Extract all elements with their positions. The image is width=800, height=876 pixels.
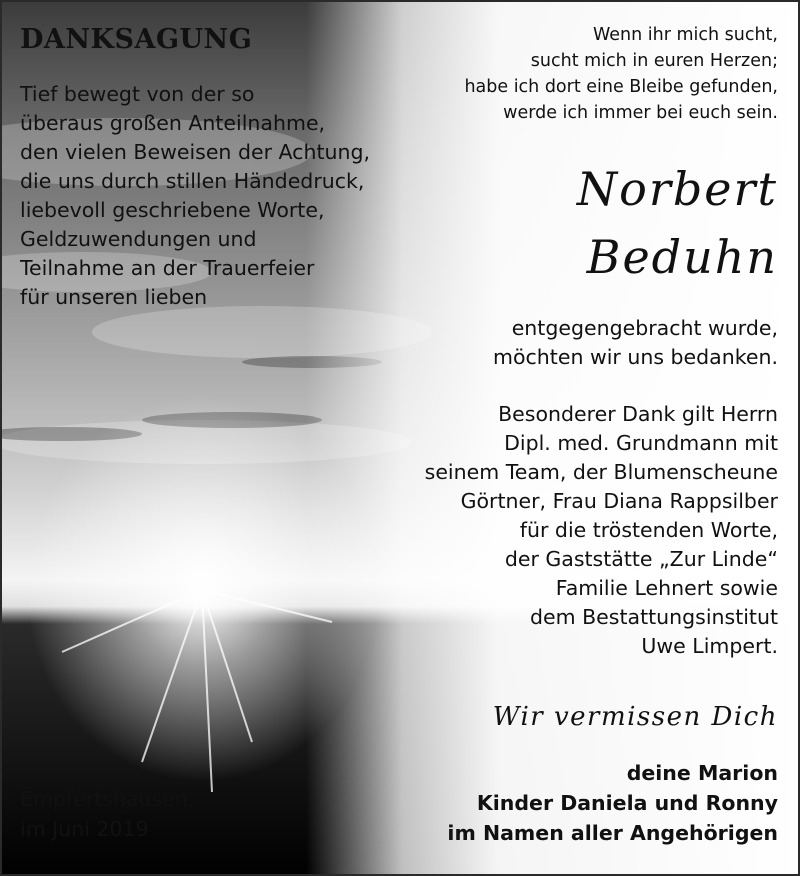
poem-verse [464, 22, 778, 126]
poem-line: habe ich dort eine Bleibe gefunden, [464, 77, 778, 97]
special-thanks-line: der Gaststätte „Zur Linde“ [504, 547, 778, 571]
intro-line: liebevoll geschriebene Worte, [20, 198, 325, 222]
intro-line: den vielen Beweisen der Achtung, [20, 140, 370, 164]
special-thanks-line: seinem Team, der Blumenscheune [424, 460, 778, 484]
special-thanks-line: dem Bestattungsinstitut [530, 605, 778, 629]
deceased-last-name: Beduhn [586, 230, 778, 284]
intro-line: Tief bewegt von der so [20, 82, 255, 106]
signature-line: im Namen aller Angehörigen [447, 821, 778, 845]
page-title: DANKSAGUNG [20, 24, 253, 55]
special-thanks-line: Familie Lehnert sowie [555, 576, 778, 600]
place-date [20, 784, 194, 844]
thanks-line: möchten wir uns bedanken. [493, 345, 778, 369]
intro-line: Teilnahme an der Trauerfeier [20, 256, 315, 280]
signature-block [447, 758, 778, 848]
place-line: Empfertshausen, [20, 787, 195, 811]
thanks-text [493, 314, 778, 372]
intro-line: die uns durch stillen Händedruck, [20, 169, 365, 193]
poem-line: Wenn ihr mich sucht, [592, 25, 778, 45]
special-thanks-line: Besonderer Dank gilt Herrn [498, 402, 778, 426]
closing-phrase: Wir vermissen Dich [492, 702, 778, 732]
intro-line: überaus großen Anteilnahme, [20, 111, 326, 135]
special-thanks-line: Dipl. med. Grundmann mit [504, 431, 778, 455]
intro-line: für unseren lieben [20, 285, 208, 309]
signature-line: deine Marion [626, 761, 778, 785]
poem-line: werde ich immer bei euch sein. [503, 103, 778, 123]
special-thanks-line: für die tröstenden Worte, [519, 518, 778, 542]
special-thanks-line: Uwe Limpert. [641, 634, 778, 658]
date-line: im Juni 2019 [20, 817, 149, 841]
intro-text [20, 80, 370, 312]
special-thanks-line: Görtner, Frau Diana Rappsilber [460, 489, 778, 513]
special-thanks-text [425, 400, 778, 661]
signature-line: Kinder Daniela und Ronny [476, 791, 778, 815]
thanks-line: entgegengebracht wurde, [511, 316, 778, 340]
deceased-first-name: Norbert [576, 162, 778, 216]
intro-line: Geldzuwendungen und [20, 227, 257, 251]
poem-line: sucht mich in euren Herzen; [530, 51, 778, 71]
